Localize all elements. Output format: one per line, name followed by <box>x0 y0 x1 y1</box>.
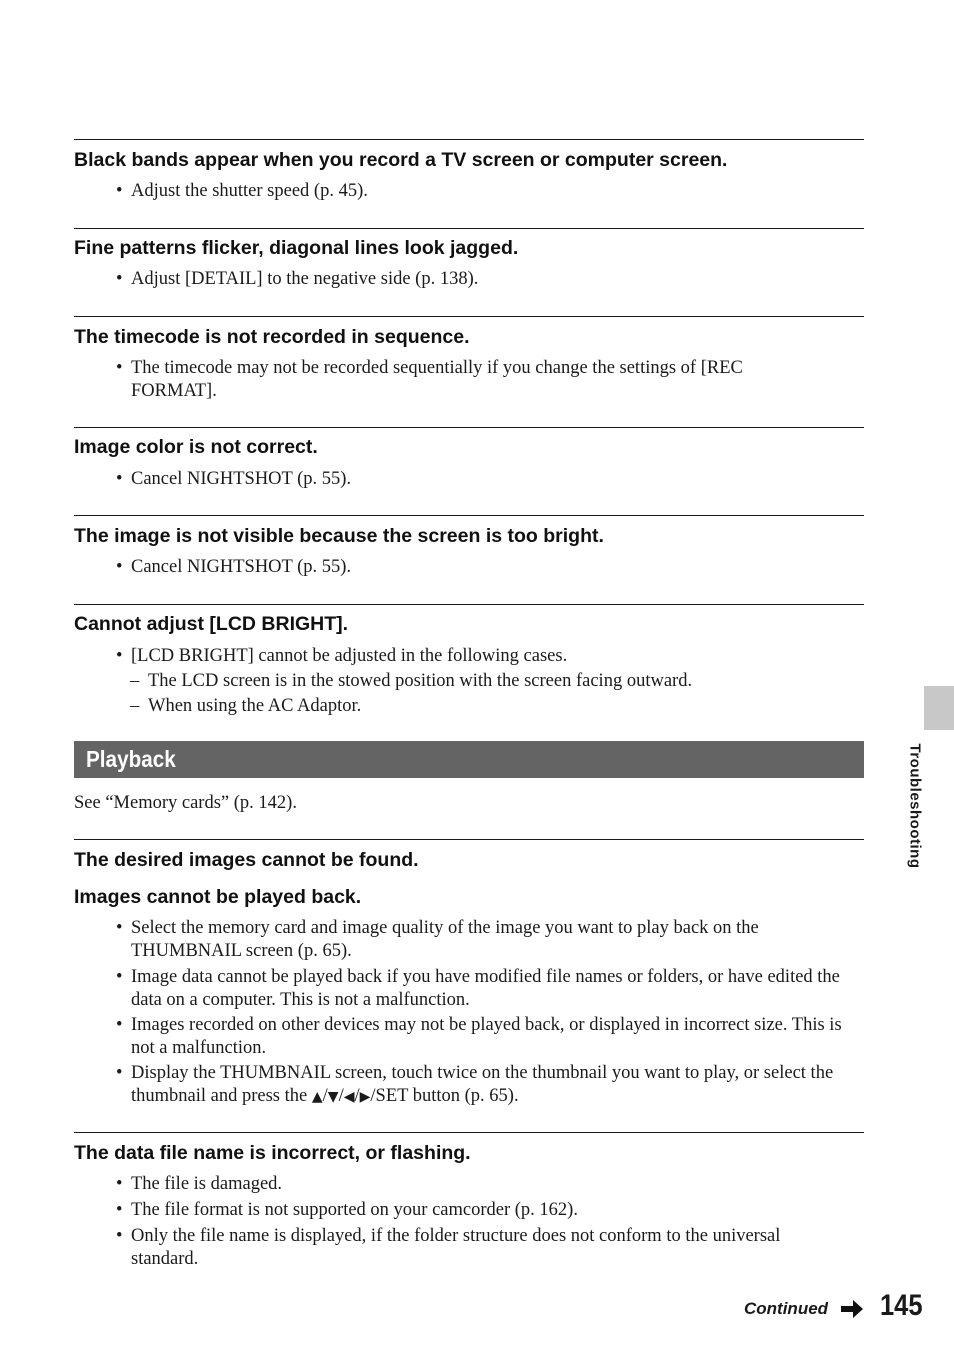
heading-fine-patterns: Fine patterns flicker, diagonal lines look jagged. <box>74 237 519 259</box>
chapter-tab <box>924 686 954 730</box>
list-item <box>116 268 864 291</box>
list-item <box>116 917 816 962</box>
list-item-text: The timecode may not be recorded sequentially if you change the settings of [REC FORMAT]. <box>131 358 743 401</box>
list-item <box>116 556 864 579</box>
list-item <box>116 357 796 402</box>
list-item-text-end: /SET button (p. 65). <box>370 1085 519 1106</box>
bullet-icon: • <box>116 269 123 289</box>
list-item <box>116 1062 864 1108</box>
list-item <box>116 180 864 203</box>
list-item-text: Adjust the shutter speed (p. 45). <box>131 181 368 201</box>
divider <box>74 316 864 317</box>
bullet-icon: • <box>116 918 123 938</box>
list-item-text: Cancel NIGHTSHOT (p. 55). <box>131 557 352 577</box>
list-item-text: Images recorded on other devices may not be played back, or displayed in incorrect size. This is not a malfunction. <box>131 1015 842 1058</box>
heading-too-bright: The image is not visible because the screen is too bright. <box>74 525 604 547</box>
list-item-text: Display the THUMBNAIL screen, touch twice on the thumbnail you want to play, or select the thumbnail and press the ▲/▼/◀/▶/SET button (p. 65). <box>131 1063 834 1106</box>
bullet-icon: • <box>116 646 123 666</box>
sub-list-item <box>130 670 864 693</box>
bullet-icon: • <box>116 1200 123 1220</box>
list-item-text: [LCD BRIGHT] cannot be adjusted in the following cases. <box>131 646 568 666</box>
list-item-text: Select the memory card and image quality of the image you want to play back on the THUMBNAIL screen (p. 65). <box>131 918 759 961</box>
sub-list-item-text: The LCD screen is in the stowed position with the screen facing outward. <box>148 671 693 691</box>
list-item-text: The file format is not supported on your camcorder (p. 162). <box>131 1200 578 1220</box>
page-number: 145 <box>880 1289 923 1322</box>
bullet-icon: • <box>116 1063 123 1083</box>
bullet-icon: • <box>116 557 123 577</box>
heading-image-color: Image color is not correct. <box>74 436 318 458</box>
heading-data-file: The data file name is incorrect, or flashing. <box>74 1142 471 1164</box>
down-triangle-icon: ▼ <box>327 1088 339 1105</box>
bullet-icon: • <box>116 358 123 378</box>
bullet-icon: • <box>116 1015 123 1035</box>
list-item-text: Image data cannot be played back if you have modified file names or folders, or have edited the data on a computer. This is not a malfunction. <box>131 967 840 1010</box>
up-triangle-icon: ▲ <box>311 1088 323 1105</box>
list-item <box>116 1173 864 1196</box>
list-item <box>116 468 864 491</box>
list-item <box>116 1014 864 1059</box>
dash-marker: – <box>130 671 140 691</box>
list-item <box>116 1225 836 1270</box>
list-item-text: Only the file name is displayed, if the folder structure does not conform to the universal standard. <box>131 1226 781 1269</box>
bullet-icon: • <box>116 1174 123 1194</box>
bullet-icon: • <box>116 469 123 489</box>
list-item-text: Cancel NIGHTSHOT (p. 55). <box>131 469 352 489</box>
sub-list-item-text: When using the AC Adaptor. <box>148 696 362 716</box>
dash-marker: – <box>130 696 140 716</box>
divider <box>74 427 864 428</box>
left-triangle-icon: ◀ <box>343 1088 355 1105</box>
bullet-icon: • <box>116 1226 123 1246</box>
continued-label: Continued <box>744 1299 829 1318</box>
sub-list-item <box>130 695 864 718</box>
divider <box>74 228 864 229</box>
list-item-text-start: Display the THUMBNAIL screen, touch twice on the thumbnail you want to play, or select the thumbnail and press the <box>131 1063 834 1106</box>
heading-lcd-bright: Cannot adjust [LCD BRIGHT]. <box>74 613 349 635</box>
list-item-text: Adjust [DETAIL] to the negative side (p. 138). <box>131 269 479 289</box>
list-item <box>116 1199 864 1222</box>
heading-images-not-played: Images cannot be played back. <box>74 886 362 908</box>
playback-intro: See “Memory cards” (p. 142). <box>74 793 297 813</box>
list-item <box>116 645 864 668</box>
divider <box>74 604 864 605</box>
section-title: Playback <box>86 746 176 772</box>
divider <box>74 1132 864 1133</box>
chapter-label-text: Troubleshooting <box>906 743 924 869</box>
section-header-playback <box>74 741 864 778</box>
right-arrow-icon <box>841 1300 863 1318</box>
bullet-icon: • <box>116 181 123 201</box>
divider <box>74 139 864 140</box>
heading-images-not-found: The desired images cannot be found. <box>74 849 419 871</box>
divider <box>74 839 864 840</box>
heading-timecode: The timecode is not recorded in sequence. <box>74 326 470 348</box>
right-triangle-icon: ▶ <box>359 1088 371 1105</box>
list-item <box>116 966 864 1011</box>
divider <box>74 515 864 516</box>
heading-black-bands: Black bands appear when you record a TV screen or computer screen. <box>74 149 728 171</box>
list-item-text: The file is damaged. <box>131 1174 283 1194</box>
bullet-icon: • <box>116 967 123 987</box>
